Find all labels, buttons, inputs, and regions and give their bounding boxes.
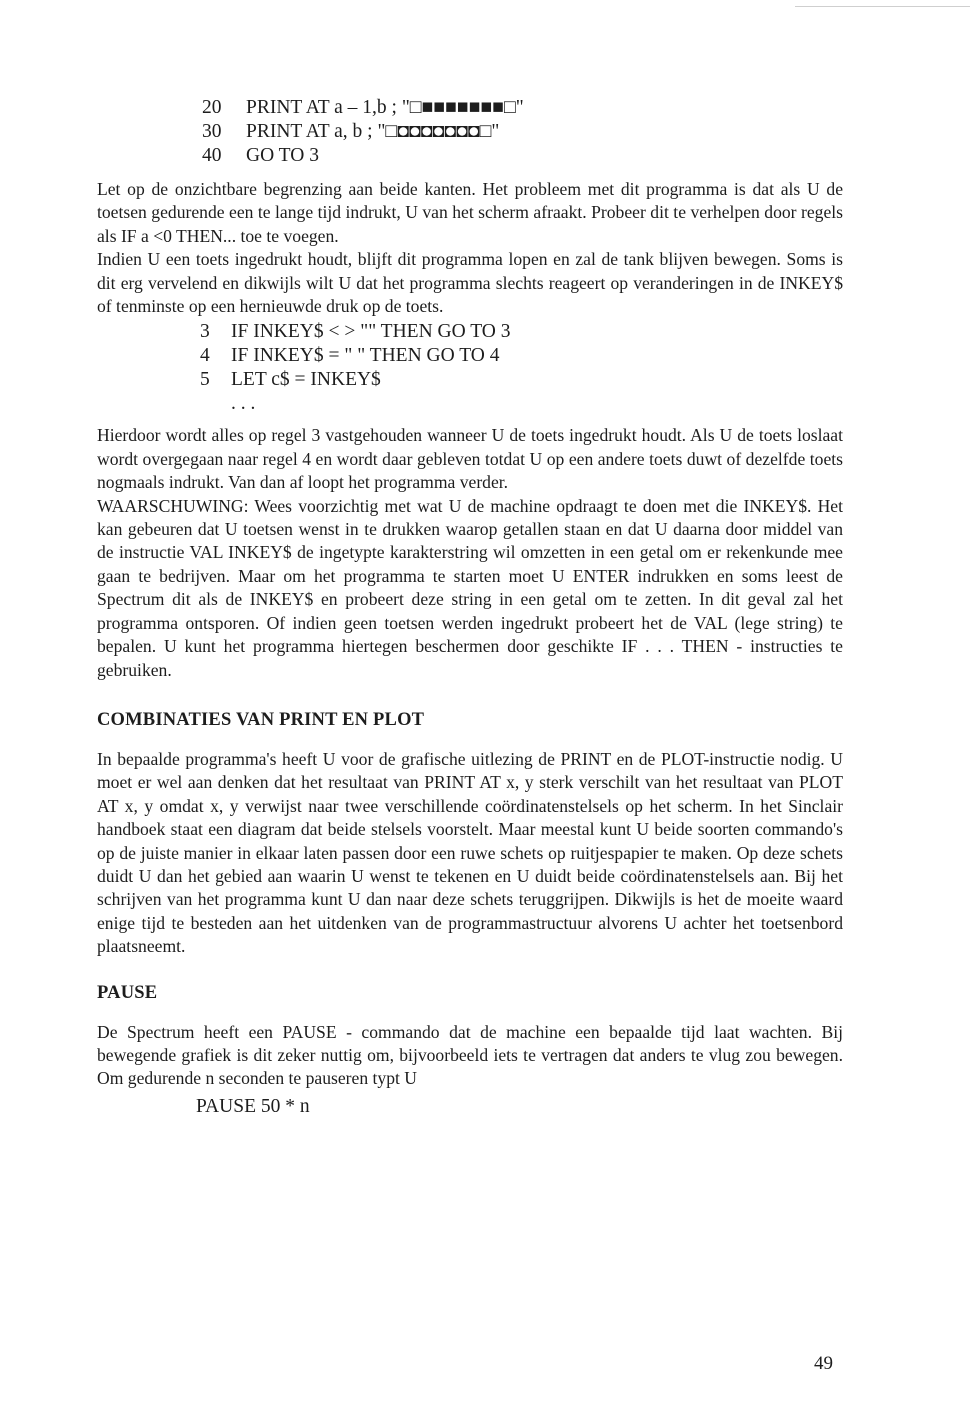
code-line xyxy=(202,120,843,144)
line-number: 4 xyxy=(200,345,210,367)
code-block-2 xyxy=(200,320,843,416)
code-text: . . . xyxy=(231,393,256,415)
code-text: IF INKEY$ = " " THEN GO TO 4 xyxy=(231,345,500,367)
paragraph-1: Let op de onzichtbare begrenzing aan beide kanten. Het probleem met dit programma is dat als U de toetsen gedurende een te lange tijd indrukt, U van het scherm afraakt. Probeer dit te verhelpen door regels als IF a <0 THEN... toe te voegen. xyxy=(97,179,843,246)
code-text: IF INKEY$ < > "" THEN GO TO 3 xyxy=(231,321,511,343)
paragraph-5: In bepaalde programma's heeft U voor de grafische uitlezing de PRINT en de PLOT-instructie nodig. U moet er wel aan denken dat het resultaat van PRINT AT x, y sterk verschilt van het resultaat van PLOT AT x, y omdat x, y verwijst naar twee verschillende coördinatenstelsels op het scherm. In het Sinclair handboek staat een diagram dat beide stelsels voorstelt. Maar meestal kunt U beide soorten commando's op de juiste manier in elkaar laten passen door een ruwe schets op ruitjespapier te maken. Op deze schets duidt U dan het gebied aan waarin U wenst te tekenen en U duidt beide coördinatenstelsels aan. Bij het schrijven van het programma kunt U dan naar deze schets teruggrijpen. Dikwijls is het de moeite waard enige tijd te besteden aan het uitdenken van de programmastructuur alvorens U achter het toetsenbord plaatsneemt. xyxy=(97,748,843,957)
paragraph-4: WAARSCHUWING: Wees voorzichtig met wat U de machine opdraagt te doen met die INKEY$. Het kan gebeuren dat U toetsen wenst in te drukken waarop getallen staan en dat U daarna door middel van de instructie VAL INKEY$ de ingetypte karakterstring wil omzetten in een getal om er rekenkunde mee gaan te bedrijven. Maar om het programma te starten moet U ENTER indrukken en soms leest de Spectrum dit als de INKEY$ en probeert deze string in een getal om te zetten. In dit geval zal het programma ontsporen. Of indien geen toetsen werden ingedrukt probeert het de VAL (lege string) te bepalen. U kunt het programma hiertegen beschermen door geschikte IF . . . THEN - instructies te gebruiken. xyxy=(97,495,843,680)
code-line xyxy=(200,368,843,392)
top-rule xyxy=(795,6,970,7)
code-line xyxy=(202,96,843,120)
paragraph-3: Hierdoor wordt alles op regel 3 vastgehouden wanneer U de toets ingedrukt houdt. Als U de toets loslaat wordt overgegaan naar regel 4 en wordt daar gebleven totdat U op een andere toets duwt of dezelfde toets nogmaals indrukt. Van dan af loopt het programma verder. xyxy=(97,425,843,493)
line-number: 40 xyxy=(202,145,222,166)
code-line xyxy=(200,344,843,368)
section-heading-pause: PAUSE xyxy=(97,982,158,1003)
paragraph-6: De Spectrum heeft een PAUSE - commando dat de machine een bepaalde tijd laat wachten. Bij bewegende grafiek is dit zeker nuttig om, bijvoorbeeld iets te vertragen dat anders te vlug zou bewegen. Om gedurende n seconden te pauseren typt U xyxy=(97,1021,843,1089)
code-text: GO TO 3 xyxy=(246,145,319,166)
section-heading-print-plot: COMBINATIES VAN PRINT EN PLOT xyxy=(97,709,425,730)
line-number: 3 xyxy=(200,321,210,343)
code-text: PAUSE 50 * n xyxy=(196,1095,310,1117)
page-body xyxy=(97,96,843,1119)
page-number: 49 xyxy=(814,1353,833,1374)
code-block-3 xyxy=(196,1095,843,1119)
code-text: PRINT AT a – 1,b ; "□■■■■■■■□" xyxy=(246,97,524,118)
code-line xyxy=(200,392,843,416)
code-text: PRINT AT a, b ; "□◘◘◘◘◘◘◘□" xyxy=(246,121,500,142)
line-number: 20 xyxy=(202,97,222,118)
line-number: 30 xyxy=(202,121,222,142)
code-line xyxy=(200,320,843,344)
code-text: LET c$ = INKEY$ xyxy=(231,369,381,391)
paragraph-2: Indien U een toets ingedrukt houdt, blijft dit programma lopen en zal de tank blijven bewegen. Soms is dit erg vervelend en dikwijls wilt U dat het programma slechts reageert op veranderingen in de INKEY$ of tenminste op een hernieuwde druk op de toets. xyxy=(97,249,843,317)
code-line xyxy=(202,144,843,168)
line-number: 5 xyxy=(200,369,210,391)
code-block-1 xyxy=(202,96,843,168)
code-line xyxy=(196,1095,843,1119)
